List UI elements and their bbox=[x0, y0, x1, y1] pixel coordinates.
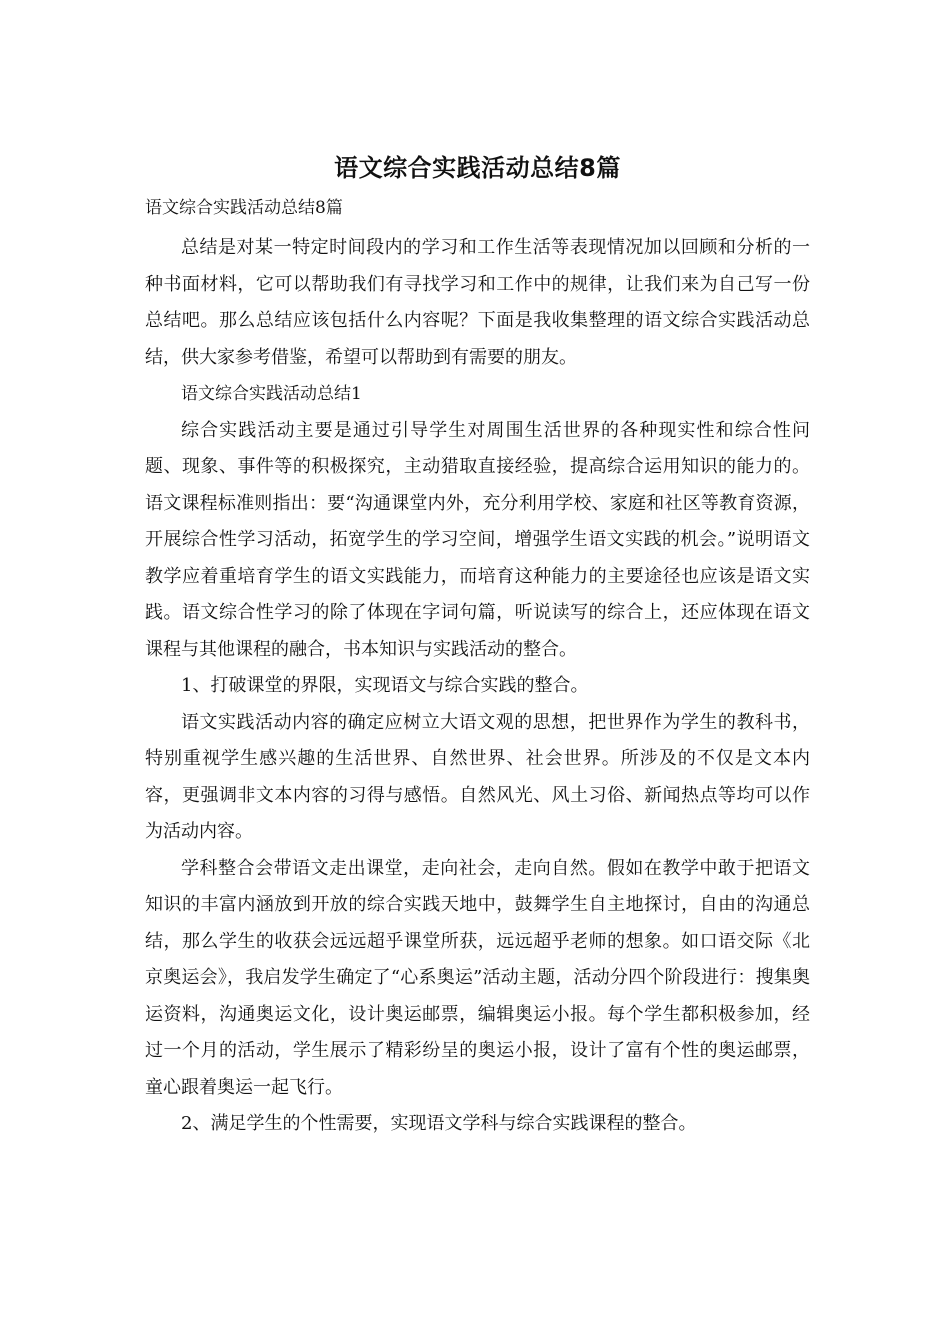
document-subtitle: 语文综合实践活动总结8篇 bbox=[145, 198, 343, 218]
paragraph-body-3: 学科整合会带语文走出课堂，走向社会，走向自然。假如在教学中敢于把语文知识的丰富内涵放到开放的综合实践天地中，鼓舞学生自主地探讨，自由的沟通总结，那么学生的收获会远远超乎课堂所获，远远超乎老师的想象。如口语交际《北京奥运会》，我启发学生确定了“心系奥运”活动主题，活动分四个阶段进行：搜集奥运资料，沟通奥运文化，设计奥运邮票，编辑奥运小报。每个学生都积极参加，经过一个月的活动，学生展示了精彩纷呈的奥运小报，设计了富有个性的奥运邮票，童心跟着奥运一起飞行。 bbox=[145, 857, 810, 1098]
paragraph-body-2: 语文实践活动内容的确定应树立大语文观的思想，把世界作为学生的教科书，特别重视学生感兴趣的生活世界、自然世界、社会世界。所涉及的不仅是文本内容，更强调非文本内容的习得与感悟。自然风光、风土习俗、新闻热点等均可以作为活动内容。 bbox=[145, 711, 810, 842]
paragraph-point-1: 1、打破课堂的界限，实现语文与综合实践的整合。 bbox=[181, 675, 589, 696]
paragraph-intro: 总结是对某一特定时间段内的学习和工作生活等表现情况加以回顾和分析的一种书面材料，它可以帮助我们有寻找学习和工作中的规律，让我们来为自己写一份总结吧。那么总结应该包括什么内容呢？下面是我收集整理的语文综合实践活动总结，供大家参考借鉴，希望可以帮助到有需要的朋友。 bbox=[145, 237, 810, 368]
document-page bbox=[145, 150, 810, 1143]
paragraph-body-1: 综合实践活动主要是通过引导学生对周围生活世界的各种现实性和综合性问题、现象、事件等的积极探究，主动猎取直接经验，提高综合运用知识的能力的。语文课程标准则指出：要“沟通课堂内外，充分利用学校、家庭和社区等教育资源，开展综合性学习活动，拓宽学生的学习空间，增强学生语文实践的机会。”说明语文教学应着重培育学生的语文实践能力，而培育这种能力的主要途径也应该是语文实践。语文综合性学习的除了体现在字词句篇，听说读写的综合上，还应体现在语文课程与其他课程的融合，书本知识与实践活动的整合。 bbox=[145, 419, 810, 660]
document-title: 语文综合实践活动总结8篇 bbox=[334, 154, 621, 182]
section-heading-1: 语文综合实践活动总结1 bbox=[181, 384, 362, 404]
paragraph-point-2: 2、满足学生的个性需要，实现语文学科与综合实践课程的整合。 bbox=[181, 1113, 697, 1134]
